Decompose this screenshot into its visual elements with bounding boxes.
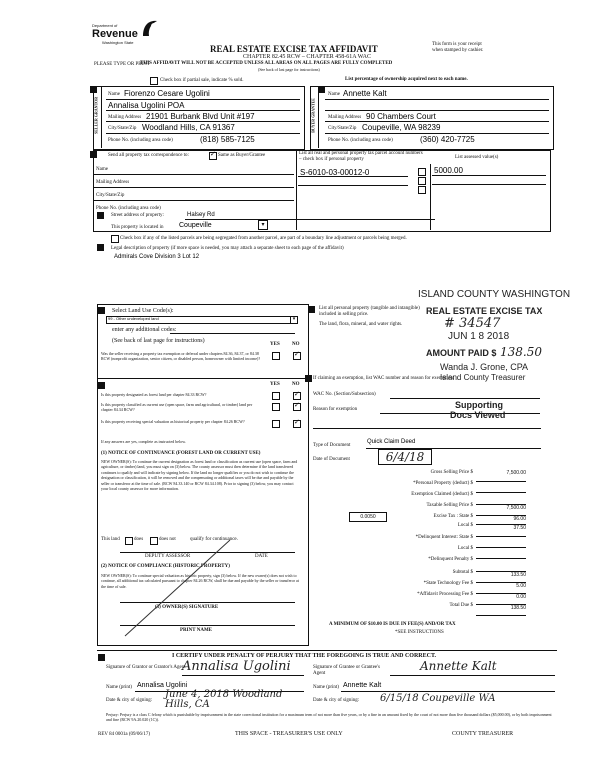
grantee-sig-label: Signature of Grantee or Grantee's Agent	[313, 665, 380, 676]
q4-yes-checkbox[interactable]	[272, 420, 280, 428]
parcel-divider	[296, 150, 297, 230]
notice2-body: NEW OWNER(S): To continue special valuation as historic property, sign (3) below. If the new owner(s) does not wish to continue, all additional tax calculated pursuant to chapter 84.26 RCW, shall be due and payable by the seller or transferor at the time of sale.	[101, 573, 299, 589]
parcel-line-1	[298, 176, 408, 177]
receipt-note	[432, 42, 483, 54]
seller-city[interactable]: Woodland Hills, CA 91367	[142, 123, 235, 132]
deputy-date-label: DATE	[255, 554, 268, 559]
revenue-logo-icon	[140, 18, 160, 40]
receipt-note-2: when stamped by cashier.	[432, 48, 484, 53]
no-header-1: NO	[292, 342, 300, 347]
grantee-name[interactable]: Annette Kalt	[343, 682, 382, 689]
grantee-sig-line	[390, 675, 555, 676]
land-use-label: Select Land Use Code(s):	[112, 308, 174, 314]
legal-marker	[97, 244, 104, 251]
revenue-logo	[92, 22, 162, 52]
tech-fee-label: *State Technology Fee $	[423, 581, 473, 586]
reason-line-2	[313, 428, 541, 429]
doc-type-label: Type of Document	[313, 443, 351, 448]
stamp-treasurer-title: Island County Treasurer	[440, 373, 526, 382]
exemption-label: Exemption Claimed (deduct) $	[411, 492, 473, 497]
cross-out-line-icon	[120, 538, 240, 638]
no-header-2: NO	[292, 382, 300, 387]
seller-name[interactable]: Fiorenzo Cesare Ugolini	[124, 89, 210, 98]
segregated-checkbox[interactable]	[111, 235, 119, 243]
doc-date-value[interactable]: 6/4/18	[378, 449, 432, 465]
grantee-name-label: Name (print)	[313, 685, 339, 690]
corr-name-line	[94, 174, 294, 175]
this-land-label: This land	[101, 537, 120, 542]
stamp-docs-viewed: Docs Viewed	[450, 410, 506, 420]
stamp-tax: REAL ESTATE EXCISE TAX	[426, 306, 543, 316]
q3-no-checkbox[interactable]	[293, 403, 301, 411]
grantor-name-label: Name (print)	[106, 685, 132, 690]
parcel-col-divider	[430, 164, 431, 230]
notice1-body: NEW OWNER(S): To continue the current designation as forest land or classification as current use (open space, farm and agriculture, or timber) land, you must sign on (3) below. The county assessor must then determine if the land transferred continues to qualify and will indicate by signing below. If the land no longer qualifies or you do not wish to continue the designation or classification, it will be removed and the compensating or additional taxes will be due and payable by the seller or transferor at the time of sale. (RCW 84.33.140 or RCW 84.34.108). Prior to signing (3) below, you may contact your local county assessor for more information.	[101, 459, 298, 491]
delinquent-local-label: Local $	[457, 546, 473, 551]
personal-prop-checkbox-1[interactable]	[418, 168, 426, 176]
grantee-signature[interactable]: Annette Kalt	[420, 659, 497, 673]
q1-yes-checkbox[interactable]	[272, 352, 280, 360]
buyer-mailing[interactable]: 90 Chambers Court	[366, 112, 436, 121]
delinquent-state-value[interactable]	[476, 537, 526, 548]
seller-marker	[90, 86, 97, 93]
grantor-signature[interactable]: Annalisa Ugolini	[182, 659, 291, 674]
seller-name-line	[106, 99, 300, 100]
legal-label: Legal description of property (if more space is needed, you may attach a separate sheet to each page of the affidavit)	[111, 246, 344, 251]
buyer-side-label	[310, 86, 319, 148]
street-value[interactable]: Halsey Rd	[187, 212, 215, 218]
subtotal-label: Subtotal $	[452, 570, 473, 575]
seller-side-text: SELLER GRANTOR	[93, 96, 99, 134]
street-label: Street address of property:	[111, 213, 164, 218]
grantor-date[interactable]: June 4, 2018 Woodland Hills, CA	[165, 689, 283, 710]
seller-city-label: City/State/Zip	[108, 126, 137, 131]
local-label: Local $	[457, 523, 473, 528]
state-value[interactable]: 96.00	[476, 516, 526, 525]
buyer-mailing-label: Mailing Address	[328, 115, 362, 120]
wac-line	[390, 398, 540, 399]
seller-mailing-label: Mailing Address	[108, 115, 142, 120]
buyer-name2-line	[325, 110, 549, 111]
delinquent-penalty-label: *Delinquent Penalty $	[428, 557, 473, 562]
corr-mailing-line	[94, 187, 294, 188]
q4-no-checkbox[interactable]	[293, 420, 301, 428]
q1-no-checkbox[interactable]	[293, 352, 301, 360]
buyer-side-text: BUYER GRANTEE	[310, 98, 316, 133]
corr-city-label: City/State/Zip	[96, 193, 125, 198]
total-value[interactable]: 138.50	[476, 605, 526, 616]
land-use-dropdown-arrow[interactable]: ▾	[290, 316, 298, 324]
exemption-value[interactable]	[476, 493, 526, 505]
same-as-buyer-checkbox[interactable]	[209, 152, 217, 160]
seller-phone-label: Phone No. (including area code)	[108, 138, 173, 143]
send-correspondence-label: Send all property tax correspondence to:	[108, 153, 189, 158]
affidavit-fee-label: *Affidavit Processing Fee $	[417, 592, 473, 597]
additional-codes-line	[170, 333, 295, 334]
corr-mailing-label: Mailing Address	[96, 180, 130, 185]
same-as-buyer-label: Same as Buyer/Grantee	[218, 153, 266, 158]
certify-top-line	[97, 650, 557, 651]
state-label: Excise Tax : State $	[433, 514, 473, 519]
located-value[interactable]: Coupeville	[179, 222, 212, 229]
washington-state: Washington State	[102, 40, 134, 45]
taxable-value[interactable]: 7,500.00	[476, 505, 526, 516]
buyer-name[interactable]: Annette Kalt	[343, 89, 387, 98]
seller-name-2[interactable]: Annalisa Ugolini POA	[108, 101, 185, 110]
stamp-amount: 138.50	[500, 345, 542, 359]
buyer-phone-label: Phone No. (including area code)	[328, 138, 393, 143]
stamp-date: JUN 1 8 2018	[448, 331, 510, 342]
does-not-label: does not	[159, 537, 176, 542]
assessed-line-2	[432, 184, 546, 185]
see-back-header: (See back of last page for instructions)	[258, 67, 320, 72]
grantee-date[interactable]: 6/15/18 Coupeville WA	[380, 693, 496, 704]
seller-name-label: Name	[108, 92, 120, 97]
stamp-number: # 34547	[444, 316, 501, 331]
certify-marker	[98, 654, 105, 661]
located-label: This property is located in	[111, 225, 164, 230]
land-use-split	[98, 378, 308, 379]
corr-phone-label: Phone No. (including area code)	[96, 206, 161, 211]
parcel-number[interactable]: S-6010-03-00012-0	[300, 168, 370, 177]
personal-prop-marker	[308, 306, 315, 313]
buyer-mailing-line	[325, 121, 549, 122]
seller-name2-line	[106, 110, 300, 111]
q3-yes-checkbox[interactable]	[272, 403, 280, 411]
exemption-claim-label: If claiming an exemption, list WAC number and reason for exemption:	[313, 376, 455, 381]
minimum-note: A MINIMUM OF $10.00 IS DUE IN FEE(S) AND/OR TAX	[329, 622, 456, 627]
seller-mailing-line	[106, 121, 300, 122]
personal-prop-checkbox-3[interactable]	[418, 186, 426, 194]
treasurer-only: THIS SPACE - TREASURER'S USE ONLY	[235, 731, 343, 737]
personal-prop-label-2: The land, flora, mineral, and water rights.	[319, 322, 403, 327]
personal-prop-checkbox-2[interactable]	[418, 177, 426, 185]
gross-label: Gross Selling Price $	[430, 470, 473, 475]
buyer-name-line	[325, 99, 549, 100]
segregated-label: Check box if any of the listed parcels are being segregated from another parcel, are part of a boundary line adjustment or parcels being merged.	[120, 236, 407, 241]
seller-phone[interactable]: (818) 585-7125	[200, 135, 255, 144]
notice2-title: (2) NOTICE OF COMPLIANCE (HISTORIC PROPERTY)	[101, 564, 230, 569]
calc-values	[476, 470, 526, 616]
land-use-select[interactable]	[106, 316, 298, 324]
q2-text: Is this property designated as forest land per chapter 84.33 RCW?	[101, 392, 207, 397]
certify-text: I CERTIFY UNDER PENALTY OF PERJURY THAT THE FOREGOING IS TRUE AND CORRECT.	[172, 653, 437, 659]
corr-city-line	[94, 200, 294, 201]
calc-labels	[313, 470, 473, 614]
seller-city-line	[106, 133, 300, 134]
street-line	[185, 219, 435, 220]
rev-number: REV 84 0001a (09/06/17)	[98, 732, 150, 737]
buyer-city-label: City/State/Zip	[328, 126, 357, 131]
form-title: REAL ESTATE EXCISE TAX AFFIDAVIT	[210, 44, 378, 54]
answered-yes-note: If any answers are yes, complete as instructed below.	[101, 439, 186, 444]
print-name-label: PRINT NAME	[180, 628, 212, 633]
subtotal-value[interactable]: 133.50	[476, 572, 526, 583]
local-value[interactable]: 37.50	[476, 525, 526, 537]
buyer-name-label: Name	[328, 92, 340, 97]
affidavit-fee-value[interactable]: 0.00	[476, 594, 526, 605]
buyer-marker	[318, 86, 325, 93]
qualify-label: qualify for continuance.	[190, 537, 238, 542]
grantor-date-label: Date & city of signing:	[106, 698, 153, 703]
grantee-name-line	[341, 691, 555, 692]
revenue-wordmark: Revenue	[92, 28, 138, 40]
ownership-note: List percentage of ownership acquired next to each name.	[345, 77, 468, 82]
land-use-marker	[98, 307, 105, 314]
buyer-city-line	[325, 133, 549, 134]
assessed-value[interactable]: 5000.00	[434, 166, 463, 175]
personal-value[interactable]	[476, 482, 526, 493]
additional-codes-label: enter any additional codes:	[112, 327, 177, 333]
designation-marker	[98, 382, 105, 389]
doc-type-value[interactable]: Quick Claim Deed	[367, 439, 416, 445]
assessed-line-1	[432, 175, 546, 176]
total-label: Total Due $	[449, 603, 473, 608]
grantor-name[interactable]: Annalisa Ugolini	[137, 682, 188, 689]
corr-name-label: Name	[96, 167, 108, 172]
located-dropdown-arrow[interactable]: ▾	[258, 220, 268, 230]
form-chapter: CHAPTER 82.45 RCW – CHAPTER 458-61A WAC	[243, 54, 371, 60]
q4-text: Is this property receiving special valuation as historical property per chapter 84.26 RCW?	[101, 419, 245, 424]
perjury-text: Perjury: Perjury is a class C felony which is punishable by imprisonment in the state correctional institution for a maximum term of not more than five years, or by a fine in an amount fixed by the court of not more than five thousand dollars ($5,000.00), or by both imprisonment and fine (RCW 9A.20.020 (1C)).	[106, 712, 552, 723]
tech-fee-value[interactable]: 5.00	[476, 583, 526, 594]
buyer-city[interactable]: Coupeville, WA 98239	[362, 123, 441, 132]
parcel-line-2	[298, 185, 408, 186]
assessed-header: List assessed value(s)	[455, 155, 499, 160]
q2-no-checkbox[interactable]	[293, 392, 301, 400]
delinquent-state-label: *Delinquent Interest: State $	[415, 535, 473, 540]
notice1-title: (1) NOTICE OF CONTINUANCE (FOREST LAND OR CURRENT USE)	[101, 451, 261, 456]
local-rate-value[interactable]: 0.0050	[349, 512, 387, 522]
stamp-supporting: Supporting	[455, 400, 503, 410]
buyer-phone[interactable]: (360) 420-7725	[420, 135, 475, 144]
stamp-treasurer: Wanda J. Grone, CPA	[440, 362, 529, 372]
deputy-label: DEPUTY ASSESSOR	[145, 554, 191, 559]
grantee-date-label: Date & city of signing:	[313, 698, 360, 703]
partial-sale-checkbox[interactable]	[150, 77, 158, 85]
delinquent-local-value[interactable]	[476, 548, 526, 559]
seller-mailing[interactable]: 21901 Burbank Blvd Unit #197	[146, 112, 255, 121]
personal-prop-label: List all personal property (tangible and intangible) included in selling price.	[319, 306, 420, 317]
see-instructions: *SEE INSTRUCTIONS	[395, 630, 444, 635]
personal-label: *Personal Property (deduct) $	[413, 481, 473, 486]
gross-value[interactable]: 7,500.00	[476, 470, 526, 482]
partial-sale-label: Check box if partial sale, indicate % sold.	[160, 78, 244, 83]
grantor-sig-line	[182, 675, 304, 676]
q2-yes-checkbox[interactable]	[272, 392, 280, 400]
land-use-see-back: (See back of last page for instructions)	[112, 338, 205, 344]
doc-date-label: Date of Document	[313, 457, 350, 462]
please-type: PLEASE TYPE OR PRINT	[94, 62, 150, 67]
taxable-label: Taxable Selling Price $	[426, 503, 473, 508]
wac-label: WAC No. (Section/Subsection)	[313, 392, 376, 397]
land-use-selected: 99 - Other undeveloped land	[108, 316, 159, 321]
reason-label: Reason for exemption	[313, 407, 358, 412]
delinquent-penalty-value[interactable]	[476, 559, 526, 572]
legal-value[interactable]: Admirals Cove Division 3 Lot 12	[114, 254, 200, 260]
receipt-note-1: This form is your receipt	[432, 42, 482, 47]
does-label: does	[134, 537, 144, 542]
stamp-amount-label: AMOUNT PAID $	[426, 348, 497, 358]
parcel-header: List all real and personal property tax parcel account numbers – check box if personal property	[299, 151, 423, 162]
owner-sig-label: (3) OWNER(S) SIGNATURE	[155, 605, 219, 610]
q1-text: Was the seller receiving a property tax exemption or deferral under chapters 84.36, 84.37, or 84.38 RCW (nonprofit organization, senior citizen, or disabled person, homeowner with limited income)?	[101, 351, 261, 361]
stamp-county: ISLAND COUNTY WASHINGTON	[418, 289, 571, 300]
yes-header-2: YES	[270, 382, 280, 387]
grantor-sig-label: Signature of Grantor or Grantor's Agent	[106, 665, 186, 670]
street-marker	[97, 212, 104, 219]
exemption-marker	[305, 375, 312, 382]
yes-header-1: YES	[270, 342, 280, 347]
dept-of: Department of	[92, 23, 118, 28]
seller-side-label	[93, 86, 102, 148]
q3-text: Is this property classified as current use (open space, farm and agricultural, or timber) land per chapter 84.34 RCW?	[101, 402, 253, 412]
county-treasurer: COUNTY TREASURER	[452, 731, 514, 737]
not-accepted-notice: THIS AFFIDAVIT WILL NOT BE ACCEPTED UNLESS ALL AREAS ON ALL PAGES ARE FULLY COMPLETED	[140, 61, 393, 66]
